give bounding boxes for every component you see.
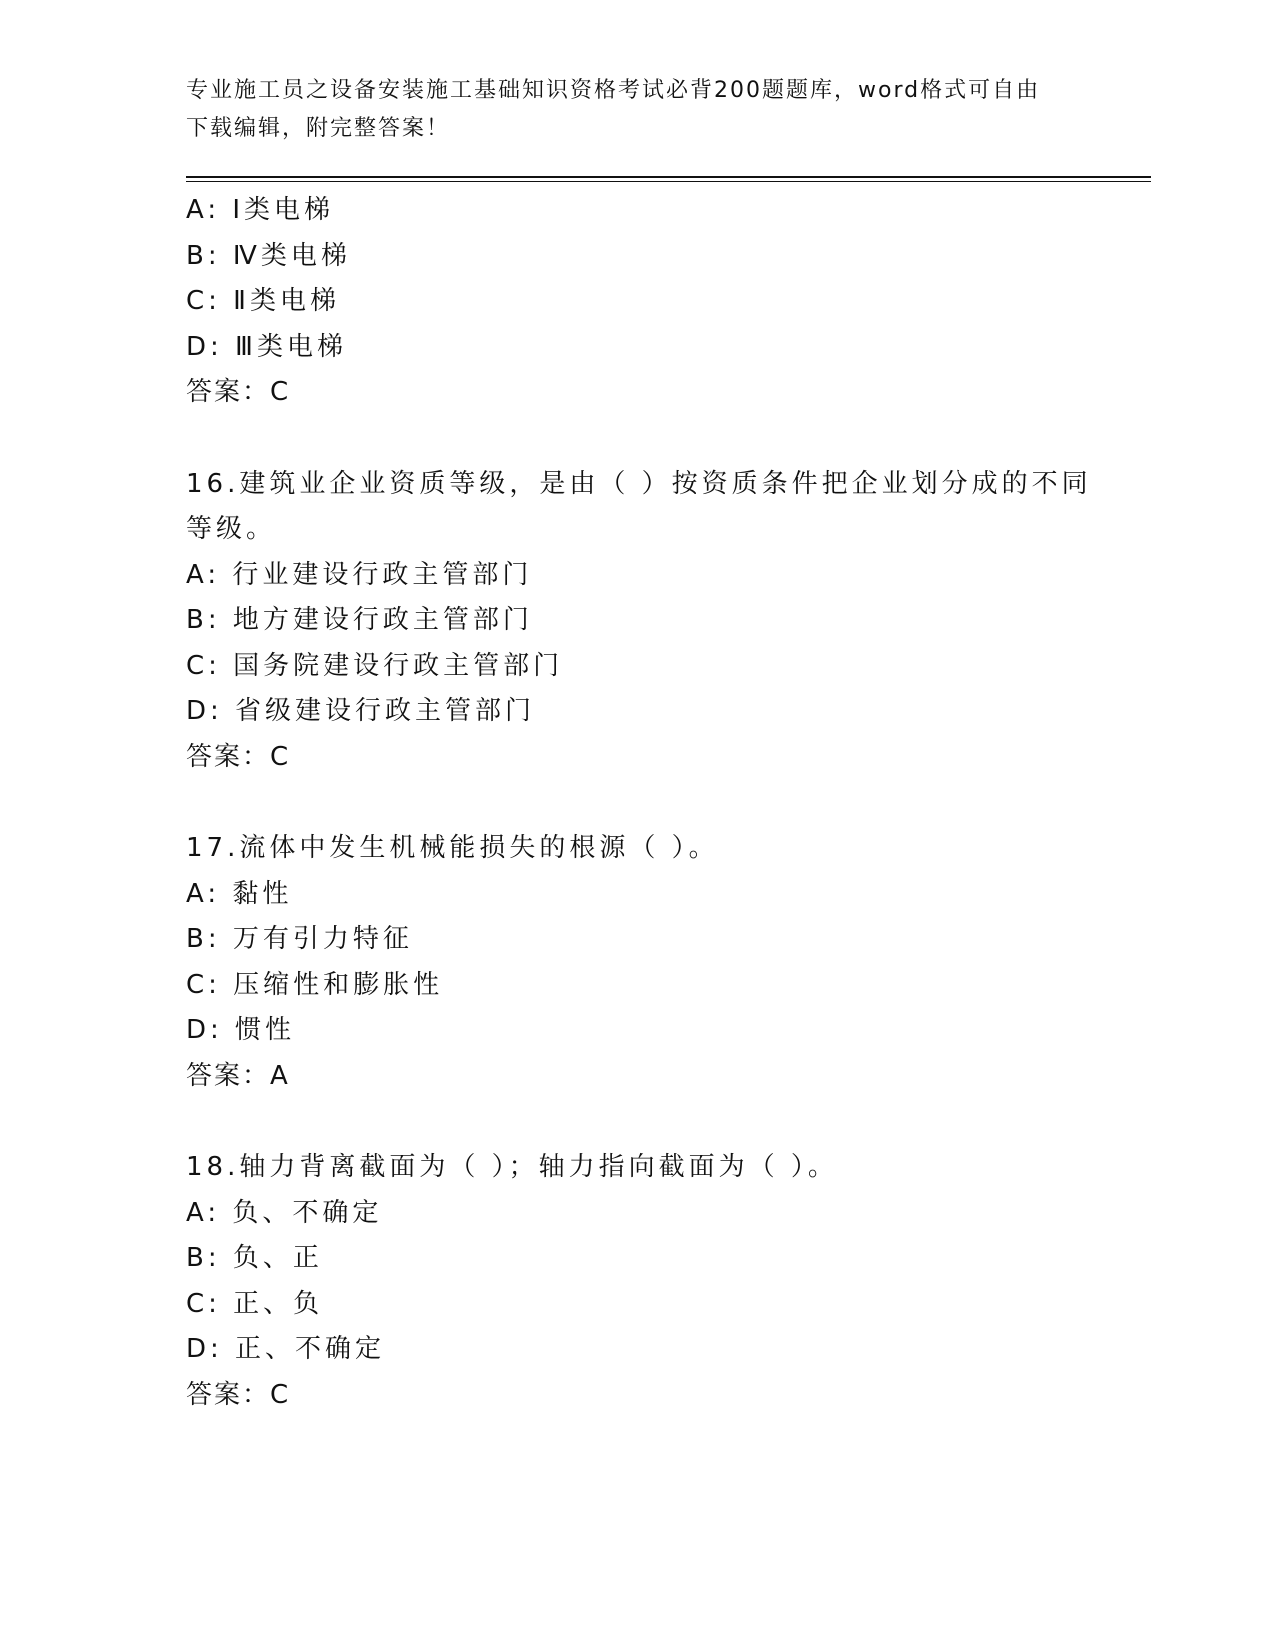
option-d: D: 省级建设行政主管部门 bbox=[186, 696, 536, 726]
option-a: A: 负、不确定 bbox=[186, 1197, 383, 1228]
header-line-2: 下载编辑，附完整答案！ bbox=[186, 116, 451, 141]
answer: 答案：C bbox=[186, 377, 291, 407]
header-divider-thick bbox=[186, 176, 1151, 178]
question-16 bbox=[186, 462, 1116, 781]
spacer bbox=[186, 416, 1116, 462]
question-17 bbox=[186, 826, 1116, 1099]
option-d: D: 正、不确定 bbox=[186, 1334, 386, 1364]
option-b: B: 负、正 bbox=[186, 1243, 323, 1273]
question-18 bbox=[186, 1145, 1116, 1418]
answer: 答案：C bbox=[186, 741, 291, 772]
option-c: C: Ⅱ类电梯 bbox=[186, 286, 340, 316]
option-d: D: 惯性 bbox=[186, 1015, 296, 1045]
question-15 bbox=[186, 188, 1116, 416]
option-a: A: 黏性 bbox=[186, 878, 293, 909]
header-divider-thin bbox=[186, 181, 1151, 182]
answer: 答案：A bbox=[186, 1060, 290, 1091]
question-text: 18.轴力背离截面为（ ）；轴力指向截面为（ ）。 bbox=[186, 1152, 838, 1182]
option-c: C: 正、负 bbox=[186, 1288, 324, 1319]
question-text-line-1: 16.建筑业企业资质等级，是由（ ）按资质条件把企业划分成的不同 bbox=[186, 468, 1092, 499]
question-list bbox=[186, 188, 1116, 1418]
spacer bbox=[186, 1099, 1116, 1145]
header-line-1: 专业施工员之设备安装施工基础知识资格考试必背200题题库，word格式可自由 bbox=[186, 78, 1041, 103]
option-c: C: 国务院建设行政主管部门 bbox=[186, 650, 564, 681]
document-header bbox=[186, 72, 1066, 148]
option-b: B: 地方建设行政主管部门 bbox=[186, 605, 533, 635]
option-b: B: 万有引力特征 bbox=[186, 924, 413, 954]
answer: 答案：C bbox=[186, 1379, 291, 1410]
question-text: 17.流体中发生机械能损失的根源（ ）。 bbox=[186, 833, 719, 863]
option-a: A: 行业建设行政主管部门 bbox=[186, 559, 533, 590]
option-a: A: Ⅰ类电梯 bbox=[186, 195, 335, 225]
spacer bbox=[186, 780, 1116, 826]
option-d: D: Ⅲ类电梯 bbox=[186, 331, 347, 362]
option-c: C: 压缩性和膨胀性 bbox=[186, 969, 444, 1000]
option-b: B: Ⅳ类电梯 bbox=[186, 240, 351, 271]
question-text-line-2: 等级。 bbox=[186, 514, 277, 544]
